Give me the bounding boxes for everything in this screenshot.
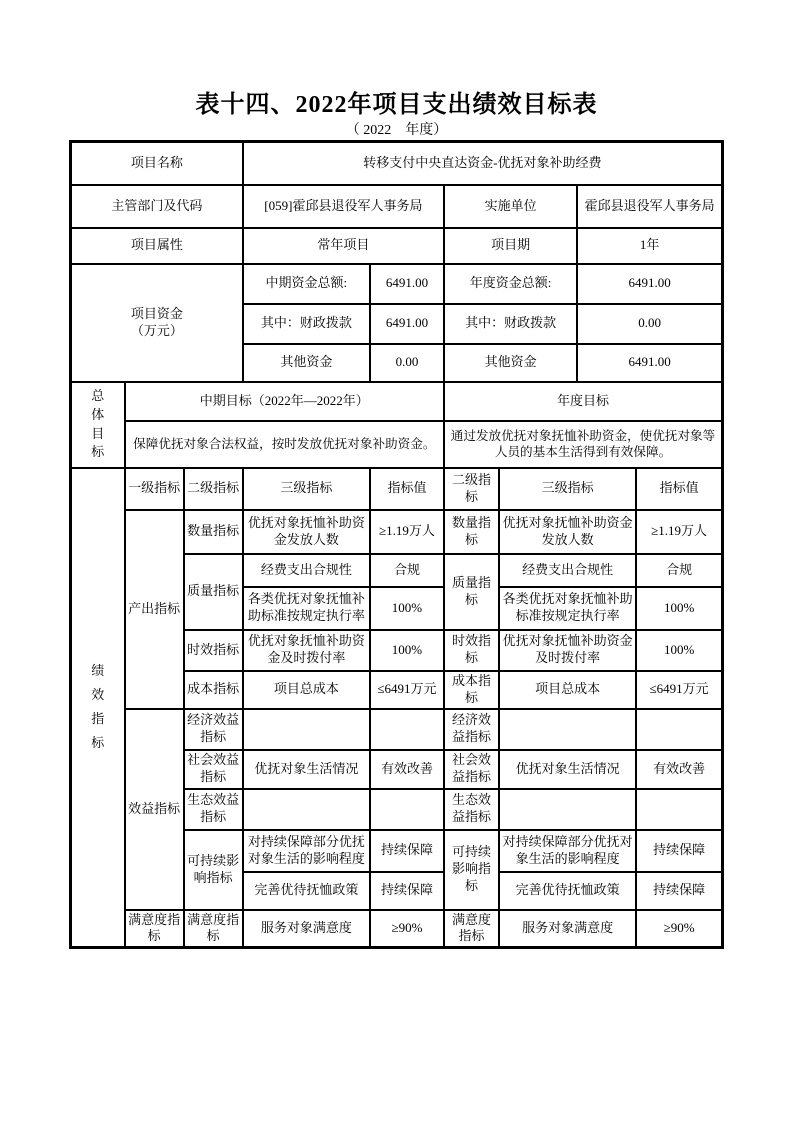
project-name-row	[71, 142, 723, 185]
timeliness-mid-value-cell: 100%	[370, 630, 444, 671]
sustain1-mid-l3-cell: 对持续保障部分优抚对象生活的影响程度	[243, 830, 370, 872]
satisfaction-mid-value-cell: ≥90%	[370, 910, 444, 948]
sustain1-mid-value-cell: 持续保障	[370, 830, 444, 872]
quantity-l2-cell: 数量指标	[184, 510, 243, 554]
level1-header-cell: 一级指标	[125, 468, 184, 510]
overall-goal-side-cell	[71, 382, 125, 468]
mid-goal-header-cell: 中期目标（2022年—2022年）	[125, 382, 444, 421]
project-name-label-cell: 项目名称	[71, 142, 243, 185]
social-year-value-cell: 有效改善	[636, 750, 722, 789]
economic-year-l2-cell: 经济效益指标	[444, 709, 499, 750]
year-goal-text-cell: 通过发放优抚对象抚恤补助资金，使优抚对象等人员的基本生活得到有效保障。	[444, 421, 723, 468]
indicator-header-row	[71, 468, 723, 510]
timeliness-mid-l3-cell: 优抚对象抚恤补助资金及时拨付率	[243, 630, 370, 671]
year-goal-header-cell: 年度目标	[444, 382, 723, 421]
page-subtitle: （ 2022 年度）	[345, 123, 448, 138]
social-mid-l3-cell: 优抚对象生活情况	[243, 750, 370, 789]
cost-year-value-cell: ≤6491万元	[636, 671, 722, 709]
economic-year-l3-cell	[499, 709, 636, 750]
mid-total-label-cell: 中期资金总额:	[243, 264, 370, 304]
mid-goal-text-cell: 保障优抚对象合法权益，按时发放优抚对象补助资金。	[125, 421, 444, 468]
indicator-row-economic	[71, 709, 723, 750]
sustain-year-l2-cell: 可持续影响指标	[444, 830, 499, 910]
overall-goal-text-row	[71, 421, 723, 468]
mid-other-value-cell: 0.00	[370, 344, 444, 382]
quality2-year-value-cell: 100%	[636, 587, 722, 630]
funding-label-line2: （万元）	[130, 322, 183, 338]
timeliness-l2-cell: 时效指标	[184, 630, 243, 671]
quantity-mid-value-cell: ≥1.19万人	[370, 510, 444, 554]
attribute-label-cell: 项目属性	[71, 228, 243, 264]
cost-l2-cell: 成本指标	[184, 671, 243, 709]
sustain2-mid-value-cell: 持续保障	[370, 872, 444, 910]
department-value-cell: [059]霍邱县退役军人事务局	[243, 185, 444, 228]
social-l2-cell: 社会效益指标	[184, 750, 243, 789]
department-label-cell: 主管部门及代码	[71, 185, 243, 228]
satisfaction-indicator-cell: 满意度指标	[125, 910, 184, 948]
quality1-mid-l3-cell: 经费支出合规性	[243, 554, 370, 587]
output-indicator-cell: 产出指标	[125, 510, 184, 709]
quantity-year-l2-cell: 数量指标	[444, 510, 499, 554]
quality1-year-l3-cell: 经费支出合规性	[499, 554, 636, 587]
attribute-row	[71, 228, 723, 264]
indicator-row-quantity	[71, 510, 723, 554]
quality-l2-cell: 质量指标	[184, 554, 243, 630]
social-year-l2-cell: 社会效益指标	[444, 750, 499, 789]
satisfaction-year-l3-cell: 服务对象满意度	[499, 910, 636, 948]
quality2-mid-value-cell: 100%	[370, 587, 444, 630]
social-year-l3-cell: 优抚对象生活情况	[499, 750, 636, 789]
mid-total-value-cell: 6491.00	[370, 264, 444, 304]
mid-value-header-cell: 指标值	[370, 468, 444, 510]
cost-year-l2-cell: 成本指标	[444, 671, 499, 709]
funding-row-total	[71, 264, 723, 304]
timeliness-year-l3-cell: 优抚对象抚恤补助资金及时拨付率	[499, 630, 636, 671]
quantity-year-value-cell: ≥1.19万人	[636, 510, 722, 554]
sustain2-year-value-cell: 持续保障	[636, 872, 722, 910]
year-value-header-cell: 指标值	[636, 468, 722, 510]
quantity-year-l3-cell: 优抚对象抚恤补助资金发放人数	[499, 510, 636, 554]
page-title: 表十四、2022年项目支出绩效目标表	[195, 92, 598, 118]
ecological-mid-l3-cell	[243, 789, 370, 830]
year-level2-header-cell: 二级指标	[444, 468, 499, 510]
mid-level3-header-cell: 三级指标	[243, 468, 370, 510]
timeliness-year-value-cell: 100%	[636, 630, 722, 671]
sustain1-year-value-cell: 持续保障	[636, 830, 722, 872]
quantity-mid-l3-cell: 优抚对象抚恤补助资金发放人数	[243, 510, 370, 554]
year-other-value-cell: 6491.00	[577, 344, 722, 382]
mid-fiscal-label-cell: 其中：财政拨款	[243, 304, 370, 344]
economic-l2-cell: 经济效益指标	[184, 709, 243, 750]
social-mid-value-cell: 有效改善	[370, 750, 444, 789]
mid-level2-header-cell: 二级指标	[184, 468, 243, 510]
year-total-label-cell: 年度资金总额:	[444, 264, 577, 304]
funding-label-cell	[71, 264, 243, 382]
funding-label-line1: 项目资金	[130, 305, 183, 321]
satisfaction-year-value-cell: ≥90%	[636, 910, 722, 948]
cost-mid-value-cell: ≤6491万元	[370, 671, 444, 709]
year-level3-header-cell: 三级指标	[499, 468, 636, 510]
impl-unit-label-cell: 实施单位	[444, 185, 577, 228]
period-value-cell: 1年	[577, 228, 722, 264]
year-fiscal-value-cell: 0.00	[577, 304, 722, 344]
impl-unit-value-cell: 霍邱县退役军人事务局	[577, 185, 722, 228]
perf-side-cell	[71, 468, 125, 948]
mid-other-label-cell: 其他资金	[243, 344, 370, 382]
performance-target-table	[69, 140, 724, 949]
overall-goal-header-row	[71, 382, 723, 421]
quality-year-l2-cell: 质量指标	[444, 554, 499, 630]
mid-fiscal-value-cell: 6491.00	[370, 304, 444, 344]
project-name-value-cell: 转移支付中央直达资金-优抚对象补助经费	[243, 142, 723, 185]
overall-goal-side-label: 总体目标	[91, 387, 105, 460]
economic-mid-l3-cell	[243, 709, 370, 750]
ecological-year-value-cell	[636, 789, 722, 830]
sustain2-year-l3-cell: 完善优待抚恤政策	[499, 872, 636, 910]
satisfaction-l2-cell: 满意度指标	[184, 910, 243, 948]
sustain1-year-l3-cell: 对持续保障部分优抚对象生活的影响程度	[499, 830, 636, 872]
economic-mid-value-cell	[370, 709, 444, 750]
satisfaction-year-l2-cell: 满意度指标	[444, 910, 499, 948]
cost-year-l3-cell: 项目总成本	[499, 671, 636, 709]
ecological-l2-cell: 生态效益指标	[184, 789, 243, 830]
quality2-mid-l3-cell: 各类优抚对象抚恤补助标准按规定执行率	[243, 587, 370, 630]
ecological-mid-value-cell	[370, 789, 444, 830]
year-fiscal-label-cell: 其中：财政拨款	[444, 304, 577, 344]
indicator-row-satisfaction	[71, 910, 723, 948]
attribute-value-cell: 常年项目	[243, 228, 444, 264]
satisfaction-mid-l3-cell: 服务对象满意度	[243, 910, 370, 948]
sustain2-mid-l3-cell: 完善优待抚恤政策	[243, 872, 370, 910]
department-row	[71, 185, 723, 228]
year-total-value-cell: 6491.00	[577, 264, 722, 304]
quality1-mid-value-cell: 合规	[370, 554, 444, 587]
economic-year-value-cell	[636, 709, 722, 750]
timeliness-year-l2-cell: 时效指标	[444, 630, 499, 671]
ecological-year-l2-cell: 生态效益指标	[444, 789, 499, 830]
ecological-year-l3-cell	[499, 789, 636, 830]
perf-side-label: 绩效指标	[91, 663, 105, 751]
year-other-label-cell: 其他资金	[444, 344, 577, 382]
benefit-indicator-cell: 效益指标	[125, 709, 184, 910]
sustain-l2-cell: 可持续影响指标	[184, 830, 243, 910]
quality1-year-value-cell: 合规	[636, 554, 722, 587]
quality2-year-l3-cell: 各类优抚对象抚恤补助标准按规定执行率	[499, 587, 636, 630]
cost-mid-l3-cell: 项目总成本	[243, 671, 370, 709]
period-label-cell: 项目期	[444, 228, 577, 264]
